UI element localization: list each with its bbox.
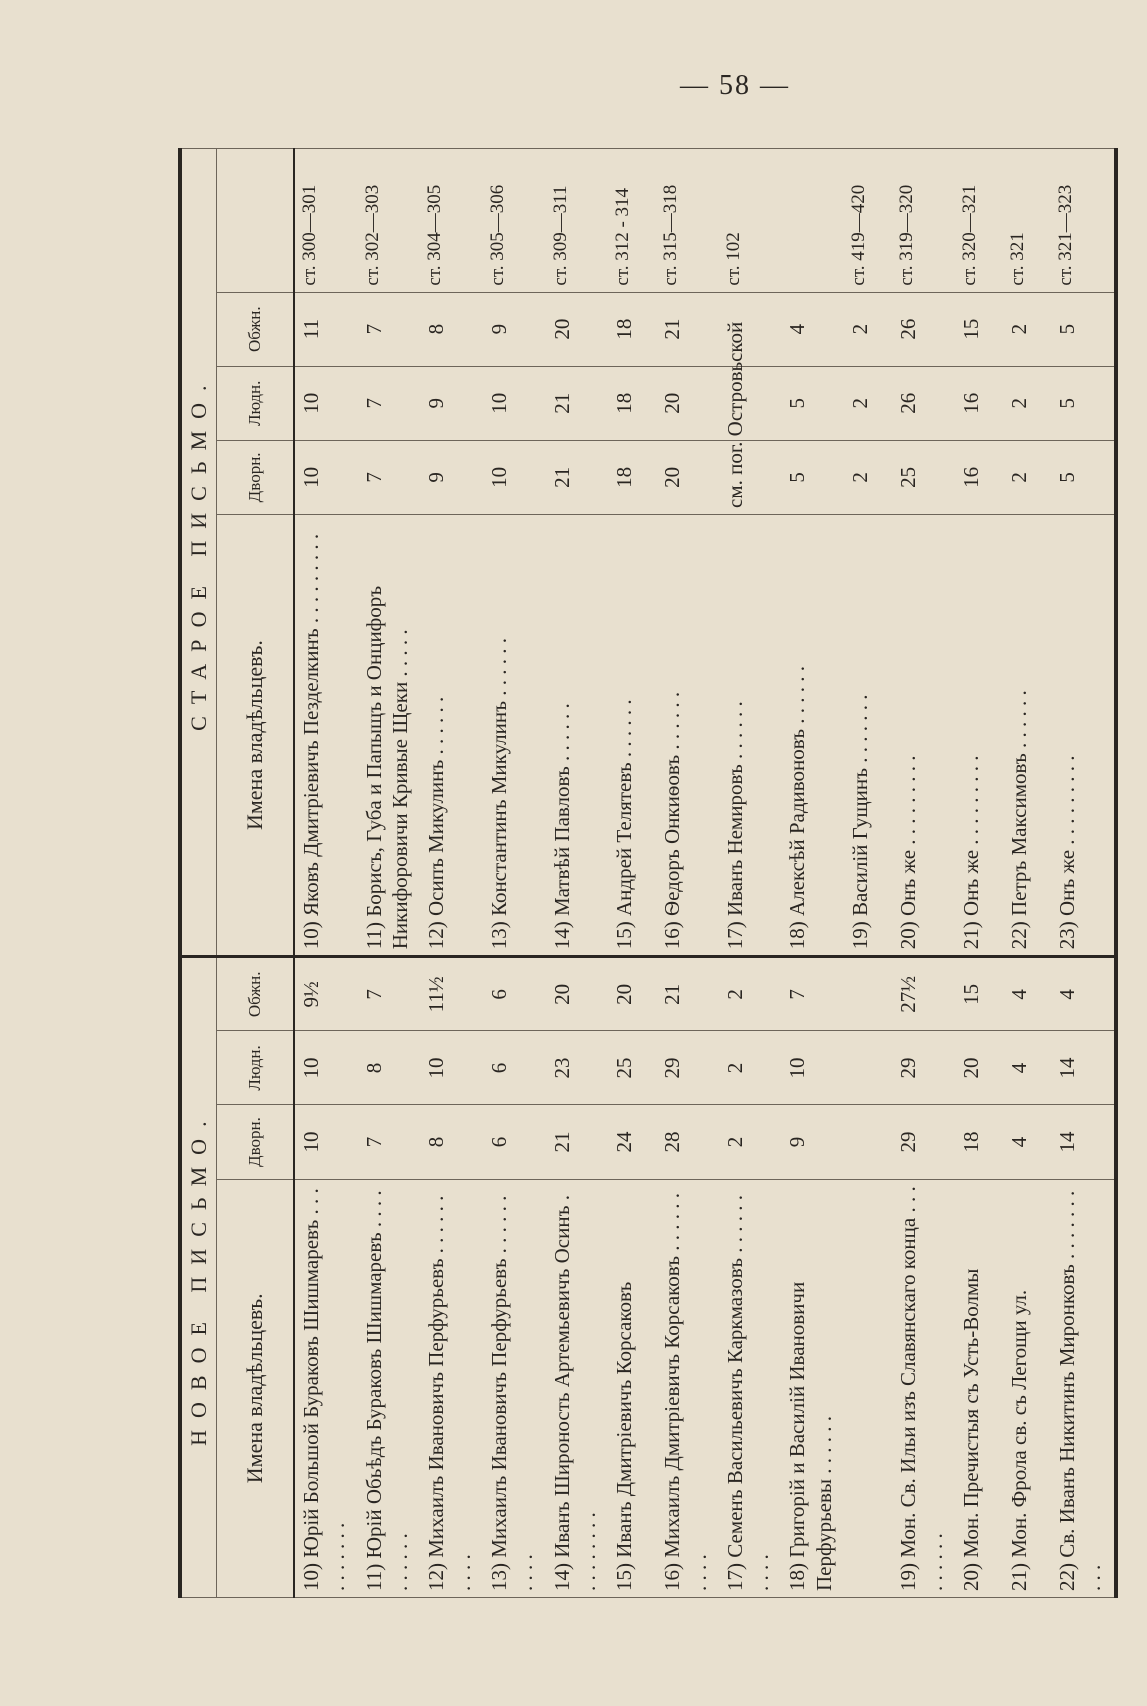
col-new-obzh: Обжн. (217, 957, 295, 1031)
cell-old-ob: 2 (1003, 292, 1051, 366)
cell-new-ob: 27½ (892, 957, 955, 1031)
cell-old-dv: 20 (656, 440, 719, 514)
cell-new-name (844, 1179, 892, 1597)
cell-new-ob: 4 (1003, 957, 1051, 1031)
cell-old-name: 22) Петръ Максимовъ . . . . . . (1003, 514, 1051, 956)
cell-old-lyu: 26 (892, 366, 955, 440)
table-row (955, 149, 1003, 1598)
table-row (483, 149, 546, 1598)
cell-old-ob: 2 (844, 292, 892, 366)
cell-old-dv: 10 (483, 440, 546, 514)
cell-ref: ст. 302—303 (358, 149, 421, 293)
cell-new-dv: 7 (358, 1105, 421, 1179)
col-old-dvor: Дворн. (217, 440, 295, 514)
table-row (294, 149, 358, 1598)
cell-new-dv: 28 (656, 1105, 719, 1179)
cell-ref: ст. 419—420 (844, 149, 892, 293)
cell-new-name: 16) Михаилъ Дмитріевичъ Корсаковъ . . . . . . . . . . (656, 1179, 719, 1597)
cell-old-dv: 2 (844, 440, 892, 514)
cell-new-dv: 4 (1003, 1105, 1051, 1179)
cell-ref: ст. 312 - 314 (608, 149, 656, 293)
cell-new-name: 19) Мон. Св. Ильи изъ Славянскаго конца . . . . . . . . . (892, 1179, 955, 1597)
cell-old-lyu: 5 (781, 366, 844, 440)
cell-old-ob: 11 (294, 292, 358, 366)
cell-new-ob: 20 (608, 957, 656, 1031)
cell-new-lyu: 2 (719, 1031, 782, 1105)
cell-new-lyu: 14 (1051, 1031, 1116, 1105)
cell-old-ob: 21 (656, 292, 719, 366)
section-new-header: НОВОЕ ПИСЬМО. (180, 957, 217, 1598)
cell-old-lyu: 2 (844, 366, 892, 440)
cell-old-ob: 8 (420, 292, 483, 366)
cell-ref: ст. 321—323 (1051, 149, 1116, 293)
cell-ref: ст. 102 (719, 149, 782, 293)
cell-new-name: 13) Михаилъ Ивановичъ Перфурьевъ . . . . . . . . . . (483, 1179, 546, 1597)
cell-ref: ст. 304—305 (420, 149, 483, 293)
cell-new-ob: 11½ (420, 957, 483, 1031)
cell-new-dv: 14 (1051, 1105, 1116, 1179)
cell-new-name: 21) Мон. Фрола св. съ Легощи ул. (1003, 1179, 1051, 1597)
cell-old-name: 20) Онъ же . . . . . . . . . (892, 514, 955, 956)
cell-ref: ст. 315—318 (656, 149, 719, 293)
cell-old-dv: 7 (358, 440, 421, 514)
cell-new-lyu: 29 (656, 1031, 719, 1105)
table-row (656, 149, 719, 1598)
cell-old-dv: 9 (420, 440, 483, 514)
cell-old-dv: 5 (781, 440, 844, 514)
cell-new-name: 17) Семенъ Васильевичъ Каркмазовъ . . . . . . . . . . (719, 1179, 782, 1597)
cell-new-name: 10) Юрій Большой Бураковъ Шишмаревъ . . . . . . . . . . (294, 1179, 358, 1597)
cell-old-ob: 26 (892, 292, 955, 366)
cell-new-name: 22) Св. Иванъ Никитинъ Миронковъ . . . . . . . . . . (1051, 1179, 1116, 1597)
cell-new-ob: 2 (719, 957, 782, 1031)
cell-new-ob: 21 (656, 957, 719, 1031)
cell-old-lyu: 20 (656, 366, 719, 440)
cell-old-dv: 21 (546, 440, 609, 514)
cell-new-name: 20) Мон. Пречистыя съ Усть-Волмы (955, 1179, 1003, 1597)
cell-old-ob: 5 (1051, 292, 1116, 366)
cell-new-lyu: 29 (892, 1031, 955, 1105)
col-new-lyudi: Людн. (217, 1031, 295, 1105)
ledger-table (178, 148, 1118, 1598)
cell-new-ob: 20 (546, 957, 609, 1031)
cell-new-ob: 7 (781, 957, 844, 1031)
cell-new-lyu: 8 (358, 1031, 421, 1105)
table-row (892, 149, 955, 1598)
cell-new-dv (844, 1105, 892, 1179)
cell-new-dv: 21 (546, 1105, 609, 1179)
table-row (608, 149, 656, 1598)
cell-old-lyu: 16 (955, 366, 1003, 440)
cell-old-name: 12) Осипъ Микулинъ . . . . . . (420, 514, 483, 956)
cell-new-lyu: 10 (294, 1031, 358, 1105)
cell-new-name: 15) Иванъ Дмитріевичъ Корсаковъ (608, 1179, 656, 1597)
cell-new-ob (844, 957, 892, 1031)
cell-old-name: 23) Онъ же . . . . . . . . . (1051, 514, 1116, 956)
cell-new-ob: 15 (955, 957, 1003, 1031)
cell-old-dv: см. пог. Островьской (719, 440, 782, 514)
ledger-table-rotated (178, 148, 1118, 1598)
cell-old-lyu: 10 (294, 366, 358, 440)
cell-new-dv: 8 (420, 1105, 483, 1179)
cell-ref: ст. 320—321 (955, 149, 1003, 293)
col-reference (217, 149, 295, 293)
cell-new-ob: 6 (483, 957, 546, 1031)
cell-old-name: 17) Иванъ Немировъ . . . . . . (719, 514, 782, 956)
cell-ref: ст. 319—320 (892, 149, 955, 293)
cell-old-lyu: 21 (546, 366, 609, 440)
cell-old-dv: 10 (294, 440, 358, 514)
table-body (294, 149, 1116, 1598)
cell-old-name: 14) Матвѣй Павловъ . . . . . . (546, 514, 609, 956)
table-row (1003, 149, 1051, 1598)
cell-new-lyu: 4 (1003, 1031, 1051, 1105)
table-row (420, 149, 483, 1598)
cell-old-name: 11) Борисъ, Губа и Папыщъ и Онцифоръ Никифоровичи Кривые Щеки . . . . . (358, 514, 421, 956)
section-old-header: СТАРОЕ ПИСЬМО. (180, 149, 217, 957)
cell-old-lyu: 18 (608, 366, 656, 440)
cell-new-lyu: 25 (608, 1031, 656, 1105)
cell-old-name: 16) Ѳедоръ Онкиѳовъ . . . . . . (656, 514, 719, 956)
cell-old-name: 13) Константинъ Микулинъ . . . . . . (483, 514, 546, 956)
cell-new-lyu (844, 1031, 892, 1105)
cell-new-name: 11) Юрій Обьѣдъ Бураковъ Шишмаревъ . . . . . . . . . . (358, 1179, 421, 1597)
cell-old-name: 19) Василій Гущинъ . . . . . . . (844, 514, 892, 956)
cell-old-name: 18) Алексѣй Радивоновъ . . . . . . (781, 514, 844, 956)
cell-old-lyu: 9 (420, 366, 483, 440)
cell-new-name: 12) Михаилъ Ивановичъ Перфурьевъ . . . . . . . . . . (420, 1179, 483, 1597)
cell-new-ob: 9½ (294, 957, 358, 1031)
cell-ref: ст. 300—301 (294, 149, 358, 293)
page-number: — 58 — (680, 70, 790, 101)
cell-ref: ст. 309—311 (546, 149, 609, 293)
col-old-lyudi: Людн. (217, 366, 295, 440)
cell-old-dv: 18 (608, 440, 656, 514)
cell-new-lyu: 20 (955, 1031, 1003, 1105)
table-row (844, 149, 892, 1598)
cell-old-dv: 16 (955, 440, 1003, 514)
cell-old-ob: 7 (358, 292, 421, 366)
cell-old-dv: 2 (1003, 440, 1051, 514)
col-old-names: Имена владѣльцевъ. (217, 514, 295, 956)
table-row (546, 149, 609, 1598)
cell-new-name: 18) Григорій и Василій Ивановичи Перфурьевы . . . . . . (781, 1179, 844, 1597)
cell-new-dv: 10 (294, 1105, 358, 1179)
cell-ref: ст. 305—306 (483, 149, 546, 293)
cell-new-lyu: 6 (483, 1031, 546, 1105)
cell-old-lyu: 5 (1051, 366, 1116, 440)
table-row (1051, 149, 1116, 1598)
cell-old-ob: 15 (955, 292, 1003, 366)
cell-new-lyu: 10 (781, 1031, 844, 1105)
cell-new-lyu: 23 (546, 1031, 609, 1105)
col-new-names: Имена владѣльцевъ. (217, 1179, 295, 1597)
cell-old-name: 21) Онъ же . . . . . . . . . (955, 514, 1003, 956)
cell-old-dv: 5 (1051, 440, 1116, 514)
cell-new-dv: 29 (892, 1105, 955, 1179)
cell-old-lyu: 7 (358, 366, 421, 440)
table-row (358, 149, 421, 1598)
cell-old-lyu: 10 (483, 366, 546, 440)
cell-new-dv: 18 (955, 1105, 1003, 1179)
cell-old-ob: 9 (483, 292, 546, 366)
col-new-dvor: Дворн. (217, 1105, 295, 1179)
cell-old-name: 10) Яковъ Дмитріевичъ Пезделкинъ . . . . . . . . . (294, 514, 358, 956)
cell-old-ob: 4 (781, 292, 844, 366)
cell-old-ob: 18 (608, 292, 656, 366)
cell-old-ob: 20 (546, 292, 609, 366)
cell-new-ob: 4 (1051, 957, 1116, 1031)
cell-new-dv: 2 (719, 1105, 782, 1179)
cell-new-dv: 6 (483, 1105, 546, 1179)
table-row (719, 149, 782, 1598)
table-row (781, 149, 844, 1598)
col-old-obzh: Обжн. (217, 292, 295, 366)
cell-old-name: 15) Андрей Телятевъ . . . . . . (608, 514, 656, 956)
cell-new-dv: 9 (781, 1105, 844, 1179)
cell-ref (781, 149, 844, 293)
cell-ref: ст. 321 (1003, 149, 1051, 293)
cell-old-lyu: 2 (1003, 366, 1051, 440)
cell-new-name: 14) Иванъ Широность Артемьевичъ Осинъ . . . . . . . . . (546, 1179, 609, 1597)
cell-old-dv: 25 (892, 440, 955, 514)
cell-new-lyu: 10 (420, 1031, 483, 1105)
cell-new-dv: 24 (608, 1105, 656, 1179)
cell-new-ob: 7 (358, 957, 421, 1031)
